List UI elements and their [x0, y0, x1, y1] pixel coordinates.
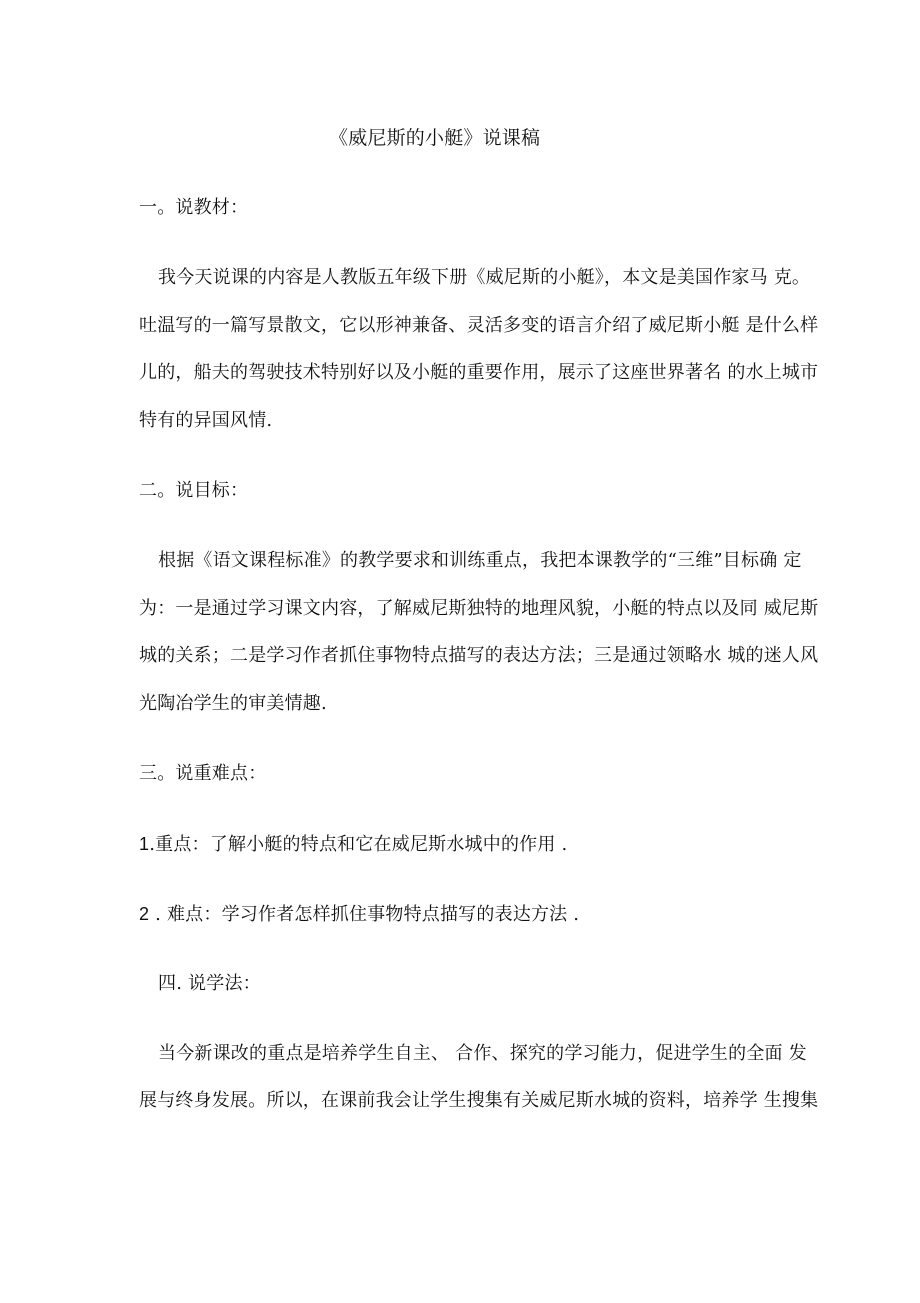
paragraph-line: 当今新课改的重点是培养学生自主、 合作、探究的学习能力，促进学生的全面 发 [158, 1043, 807, 1064]
list-item-difficulty [139, 904, 579, 925]
paragraph-line: 光陶冶学生的审美情趣. [139, 693, 327, 714]
paragraph-line: 为：一是通过学习课文内容，了解威尼斯独特的地理风貌，小艇的特点以及同 威尼斯 [139, 598, 819, 619]
section-heading-learning-method: 四. 说学法： [158, 973, 261, 994]
list-item-number: 1 [139, 834, 150, 854]
paragraph-line: 特有的异国风情. [139, 410, 273, 431]
document-title: 《威尼斯的小艇》说课稿 [329, 127, 541, 149]
section-heading-objectives: 二。说目标： [139, 480, 249, 501]
list-item-key-point [139, 834, 567, 855]
list-item-text: .重点：了解小艇的特点和它在威尼斯水城中的作用 . [149, 834, 568, 855]
list-item-number: 2 [139, 904, 150, 924]
section-heading-key-points: 三。说重难点： [139, 763, 267, 784]
paragraph-line: 城的关系；二是学习作者抓住事物特点描写的表达方法；三是通过领略水 城的迷人风 [139, 645, 819, 666]
paragraph-line: 吐温写的一篇写景散文，它以形神兼备、灵活多变的语言介绍了威尼斯小艇 是什么样 [139, 315, 819, 336]
list-item-text: . 难点：学习作者怎样抓住事物特点描写的表达方法 . [149, 904, 580, 925]
paragraph-line: 展与终身发展。所以，在课前我会让学生搜集有关威尼斯水城的资料，培养学 生搜集 [139, 1090, 819, 1111]
paragraph-line: 根据《语文课程标准》的教学要求和训练重点，我把本课教学的“三维”目标确 定 [158, 550, 802, 571]
paragraph-line: 我今天说课的内容是人教版五年级下册《威尼斯的小艇》，本文是美国作家马 克。 [158, 267, 811, 288]
section-heading-teaching-material: 一。说教材： [139, 197, 249, 218]
paragraph-line: 儿的，船夫的驾驶技术特别好以及小艇的重要作用，展示了这座世界著名 的水上城市 [139, 362, 819, 383]
